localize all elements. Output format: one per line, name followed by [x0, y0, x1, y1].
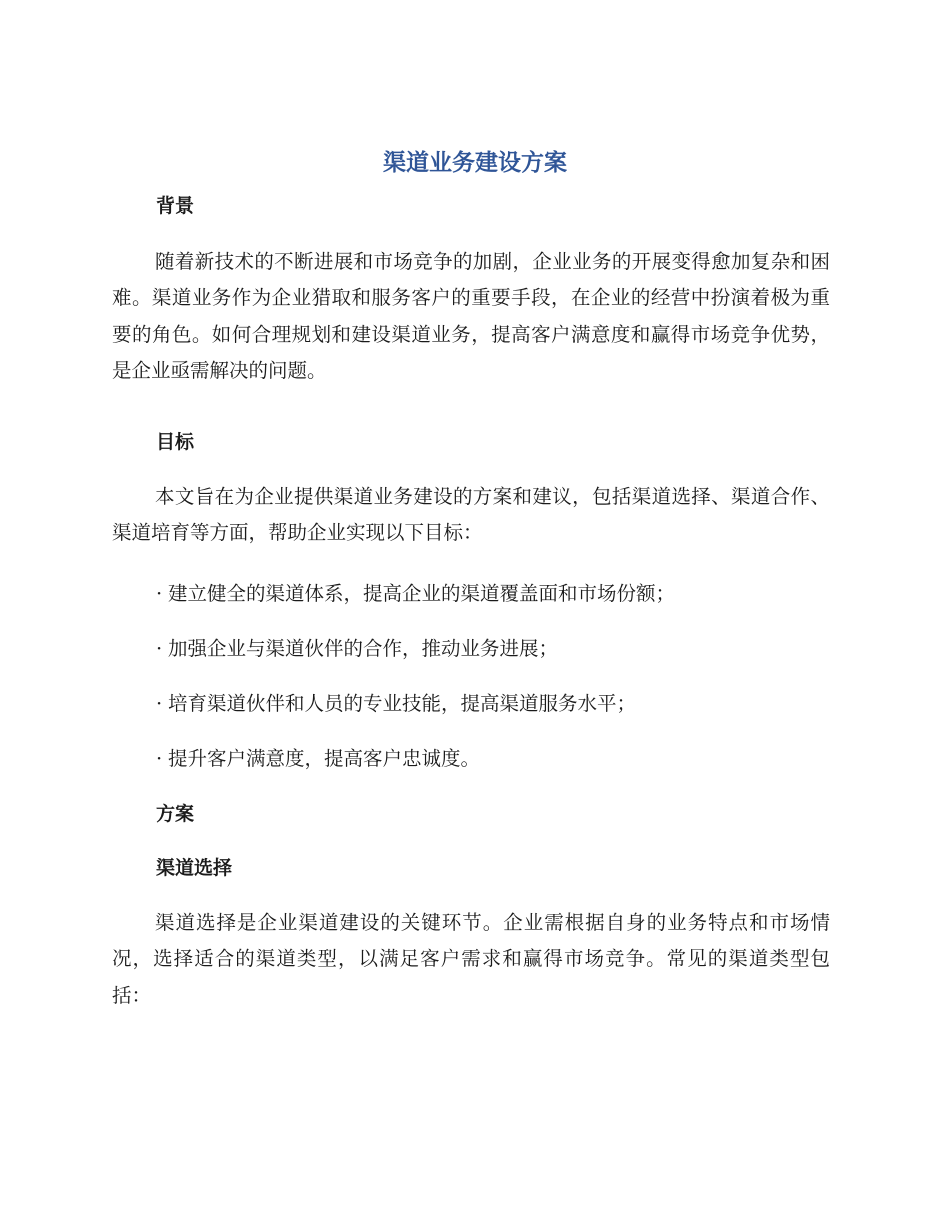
bullet-marker: · [156, 747, 163, 770]
goal-bullet-item [156, 744, 480, 774]
goal-bullet-item [156, 634, 558, 664]
background-paragraph: 随着新技术的不断进展和市场竞争的加剧，企业业务的开展变得愈加复杂和困难。渠道业务作为企业猎取和服务客户的重要手段，在企业的经营中扮演着极为重要的角色。如何合理规划和建设渠道业务，提高客户满意度和赢得市场竞争优势，是企业亟需解决的问题。 [112, 250, 830, 382]
section-heading-goal: 目标 [156, 431, 195, 453]
goal-bullet-item [156, 579, 675, 609]
section-heading-background: 背景 [156, 195, 195, 217]
section-heading-plan: 方案 [156, 803, 195, 825]
channel-selection-paragraph: 渠道选择是企业渠道建设的关键环节。企业需根据自身的业务特点和市场情况，选择适合的渠道类型，以满足客户需求和赢得市场竞争。常见的渠道类型包括： [112, 911, 830, 1007]
goal-bullet-text: 培育渠道伙伴和人员的专业技能，提高渠道服务水平； [168, 692, 637, 715]
goal-bullet-text: 加强企业与渠道伙伴的合作，推动业务进展； [168, 637, 559, 660]
goal-bullet-text: 建立健全的渠道体系，提高企业的渠道覆盖面和市场份额； [168, 582, 676, 605]
bullet-marker: · [156, 637, 163, 660]
bullet-marker: · [156, 692, 163, 715]
document-title: 渠道业务建设方案 [383, 150, 567, 176]
bullet-marker: · [156, 582, 163, 605]
goal-paragraph: 本文旨在为企业提供渠道业务建设的方案和建议，包括渠道选择、渠道合作、渠道培育等方面，帮助企业实现以下目标： [112, 485, 830, 545]
goal-bullet-text: 提升客户满意度，提高客户忠诚度。 [168, 747, 481, 770]
goal-bullet-item [156, 689, 636, 719]
subsection-heading-channel-selection: 渠道选择 [156, 857, 233, 879]
